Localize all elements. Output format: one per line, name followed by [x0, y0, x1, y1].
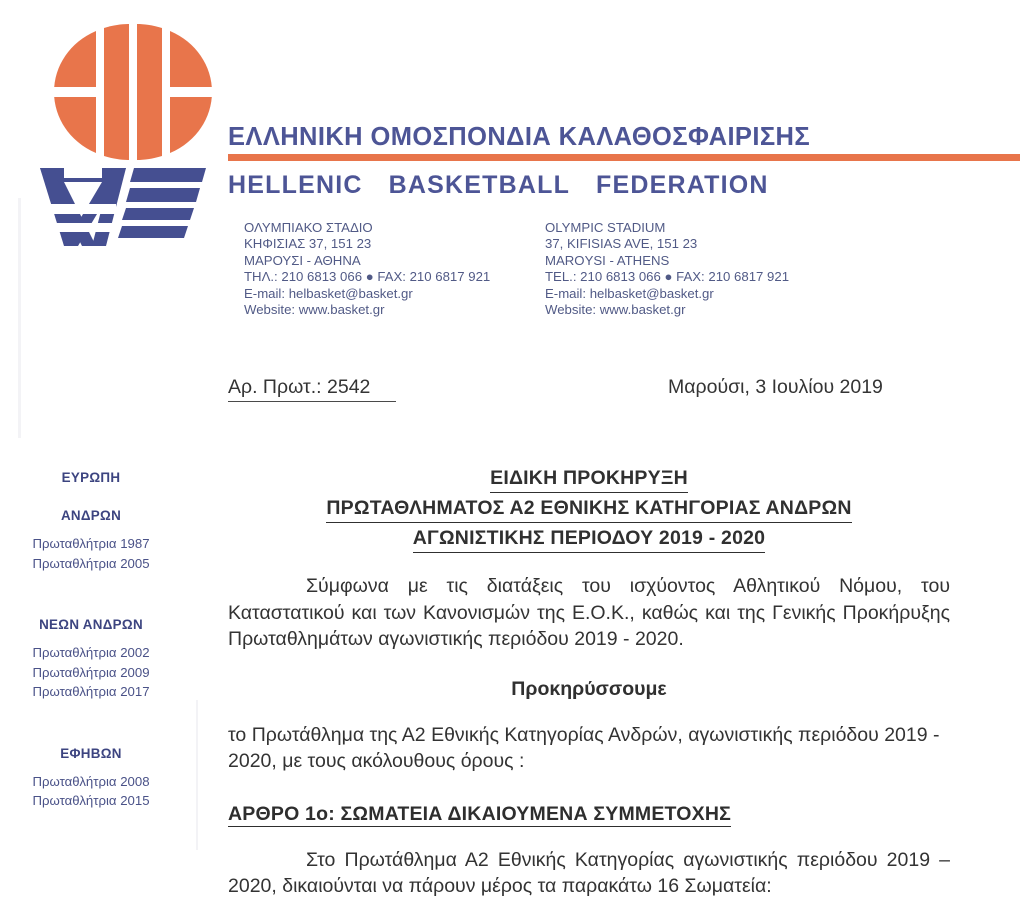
sidebar-achievement: Πρωταθλήτρια 2017 [32, 684, 150, 699]
sidebar-achievement: Πρωταθλήτρια 2009 [32, 664, 150, 680]
address-gr-phone: ΤΗΛ.: 210 6813 066 ● FAX: 210 6817 921 [244, 269, 491, 285]
sidebar-heading: ΝΕΩΝ ΑΝΔΡΩΝ [39, 617, 143, 632]
protocol-number-text: Αρ. Πρωτ.: 2542 [228, 376, 371, 398]
sidebar-group-europe [0, 470, 182, 485]
sidebar-heading: ΕΦΗΒΩΝ [60, 745, 122, 761]
orange-divider-rule [228, 154, 1020, 161]
address-greek [244, 220, 490, 318]
address-en-email: E-mail: helbasket@basket.gr [545, 285, 714, 301]
article-1-heading [228, 801, 950, 827]
document-date: Μαρούσι, 3 Ιουλίου 2019 [668, 376, 883, 398]
address-en-website: Website: www.basket.gr [545, 302, 686, 318]
sidebar-group-young-men [0, 617, 182, 702]
address-gr-line: ΚΗΦΙΣΙΑΣ 37, 151 23 [244, 236, 372, 252]
letterhead [0, 0, 1024, 340]
address-english [545, 220, 789, 318]
article-1-paragraph: Στο Πρωτάθλημα Α2 Εθνικής Κατηγορίας αγωνιστικής περιόδου 2019 – 2020, δικαιούνται να πάρουν μέρος τα παρακάτω 16 Σωματεία: [228, 848, 950, 897]
document-title-block [228, 466, 950, 553]
sidebar-achievement: Πρωταθλήτρια 2005 [32, 555, 150, 571]
document-title-line-3: ΑΓΩΝΙΣΤΙΚΗΣ ΠΕΡΙΟΔΟΥ 2019 - 2020 [413, 526, 765, 553]
document-body [228, 466, 950, 919]
address-en-line: 37, KIFISIAS AVE, 151 23 [545, 236, 698, 252]
sidebar-heading: ΑΝΔΡΩΝ [60, 508, 122, 523]
sidebar-achievement: Πρωταθλήτρια 1987 [32, 536, 150, 551]
federation-name-en-word-1: HELLENIC [228, 170, 363, 199]
protocol-row [0, 376, 1024, 412]
sidebar-group-men [0, 508, 182, 573]
federation-name-english [228, 172, 1024, 198]
address-en-phone: TEL.: 210 6813 066 ● FAX: 210 6817 921 [545, 269, 790, 285]
federation-name-en-word-2: BASKETBALL [388, 170, 571, 199]
article-1-heading-text: ΑΡΘΡΟ 1ο: ΣΩΜΑΤΕΙΑ ΔΙΚΑΙΟΥΜΕΝΑ ΣΥΜΜΕΤΟΧΗΣ [228, 802, 732, 825]
federation-name-greek: ΕΛΛΗΝΙΚΗ ΟΜΟΣΠΟΝΔΙΑ ΚΑΛΑΘΟΣΦΑΙΡΙΣΗΣ [228, 123, 811, 151]
protocol-number [228, 376, 396, 402]
sidebar-heading: ΕΥΡΩΠΗ [61, 470, 121, 485]
declaration-heading: Προκηρύσσουμε [511, 677, 667, 700]
address-gr-line: ΟΛΥΜΠΙΑΚΟ ΣΤΑΔΙΟ [244, 220, 373, 235]
championship-paragraph: το Πρωτάθλημα της Α2 Εθνικής Κατηγορίας Ανδρών, αγωνιστικής περιόδου 2019 - 2020, με τους ακόλουθους όρους : [228, 723, 940, 772]
address-gr-email: E-mail: helbasket@basket.gr [244, 285, 413, 301]
intro-paragraph: Σύμφωνα με τις διατάξεις του ισχύοντος Αθλητικού Νόμου, του Καταστατικού και των Κανονισμών της Ε.Ο.Κ., καθώς και της Γενικής Προκήρυξης Πρωταθλημάτων αγωνιστικής περιόδου 2019 - 2020. [228, 575, 950, 650]
address-en-line: MAROYSI - ATHENS [545, 252, 670, 268]
federation-name-en-word-3: FEDERATION [596, 170, 769, 199]
address-en-line: OLYMPIC STADIUM [545, 220, 666, 235]
document-title-line-1: ΕΙΔΙΚΗ ΠΡΟΚΗΡΥΞΗ [490, 466, 688, 493]
scan-artifact [196, 700, 198, 850]
sidebar-group-juniors [0, 746, 182, 811]
address-gr-line: ΜΑΡΟΥΣΙ - ΑΘΗΝΑ [244, 252, 361, 268]
sidebar-achievement: Πρωταθλήτρια 2008 [32, 773, 150, 789]
address-gr-website: Website: www.basket.gr [244, 302, 385, 318]
hellenic-basketball-federation-logo [34, 18, 212, 250]
achievements-sidebar [0, 470, 182, 811]
sidebar-achievement: Πρωταθλήτρια 2015 [32, 793, 150, 808]
document-title-line-2: ΠΡΩΤΑΘΛΗΜΑΤΟΣ Α2 ΕΘΝΙΚΗΣ ΚΑΤΗΓΟΡΙΑΣ ΑΝΔΡΩΝ [326, 496, 851, 523]
sidebar-achievement: Πρωταθλήτρια 2002 [32, 645, 150, 660]
federation-name-block [228, 124, 1024, 198]
